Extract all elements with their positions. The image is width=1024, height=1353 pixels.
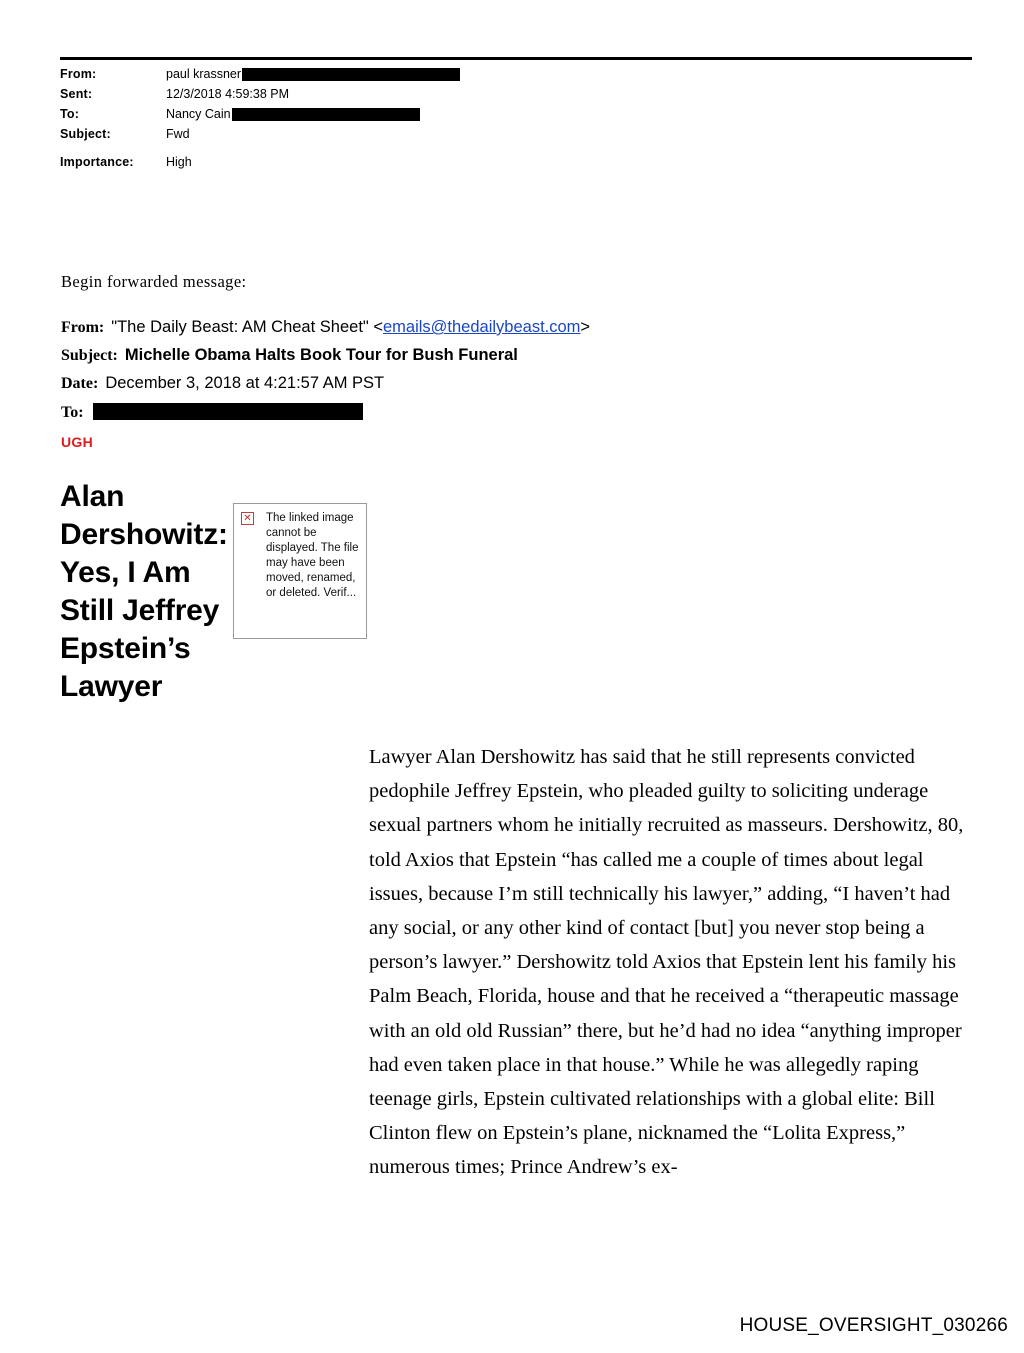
header-row-subject [60, 126, 972, 143]
header-value-to [166, 106, 420, 123]
header-value-sent: 12/3/2018 4:59:38 PM [166, 87, 290, 101]
forwarded-from-name: "The Daily Beast: AM Cheat Sheet" < [111, 318, 383, 336]
header-row-sent [60, 86, 972, 103]
email-header [60, 66, 972, 174]
header-label-sent: Sent: [60, 87, 93, 101]
forwarded-from-email-link[interactable]: emails@thedailybeast.com [382, 318, 581, 336]
forwarded-label-from: From: [61, 319, 105, 336]
forwarded-row-from [61, 316, 961, 339]
header-label-to: To: [60, 107, 80, 121]
forwarded-label-date: Date: [61, 375, 99, 392]
broken-image-message: The linked image cannot be displayed. The file may have been moved, renamed, or deleted. Verif... [266, 512, 359, 599]
forwarded-from-bracket: > [580, 318, 591, 336]
header-value-to-text: Nancy Cain [166, 107, 231, 121]
header-row-to [60, 106, 972, 123]
forwarded-header [61, 316, 961, 429]
bates-number: HOUSE_OVERSIGHT_030266 [739, 1315, 1008, 1336]
redaction-bar-to [232, 108, 420, 121]
forwarded-row-date [61, 372, 961, 395]
broken-image-placeholder [233, 503, 367, 639]
header-value-importance: High [166, 155, 192, 169]
header-row-importance [60, 154, 972, 171]
header-divider [60, 57, 972, 60]
forwarded-label-to: To: [61, 404, 84, 421]
redaction-bar-from [242, 68, 460, 81]
header-value-subject: Fwd [166, 127, 190, 141]
header-row-from [60, 66, 972, 83]
handwritten-annotation: UGH [61, 434, 94, 450]
header-label-from: From: [60, 67, 97, 81]
article-headline: Alan Dershowitz: Yes, I Am Still Jeffrey Epstein’s Lawyer [60, 480, 228, 703]
header-value-from [166, 66, 460, 83]
forwarded-row-to [61, 400, 961, 424]
forwarded-value-from [111, 316, 590, 338]
article-body: Lawyer Alan Dershowitz has said that he still represents convicted pedophile Jeffrey Epstein, who pleaded guilty to soliciting underage sexual partners whom he initially recruited as masseurs. Dershowitz, 80, told Axios that Epstein “has called me a couple of times about legal issues, because I’m still technically his lawyer,” adding, “I haven’t had any social, or any other kind of contact [but] you never stop being a person’s lawyer.” Dershowitz told Axios that Epstein lent his family his Palm Beach, Florida, house and that he received a “therapeutic massage with an old old Russian” there, but he’d had no idea “anything improper had even taken place in that house.” While he was allegedly raping teenage girls, Epstein cultivated relationships with a global elite: Bill Clinton flew on Epstein’s plane, nicknamed the “Lolita Express,” numerous times; Prince Andrew’s ex- [369, 746, 964, 1179]
forwarded-row-subject [61, 344, 961, 367]
header-label-importance: Importance: [60, 155, 134, 169]
forwarded-label-subject: Subject: [61, 347, 118, 364]
forwarded-message-begin: Begin forwarded message: [61, 272, 247, 291]
forwarded-value-date: December 3, 2018 at 4:21:57 AM PST [105, 374, 385, 392]
header-label-subject: Subject: [60, 127, 111, 141]
header-value-from-text: paul krassner [166, 67, 242, 81]
broken-image-x-icon: ✕ [241, 512, 254, 525]
redaction-bar-forwarded-to [93, 403, 363, 420]
forwarded-value-subject: Michelle Obama Halts Book Tour for Bush Funeral [124, 346, 518, 364]
